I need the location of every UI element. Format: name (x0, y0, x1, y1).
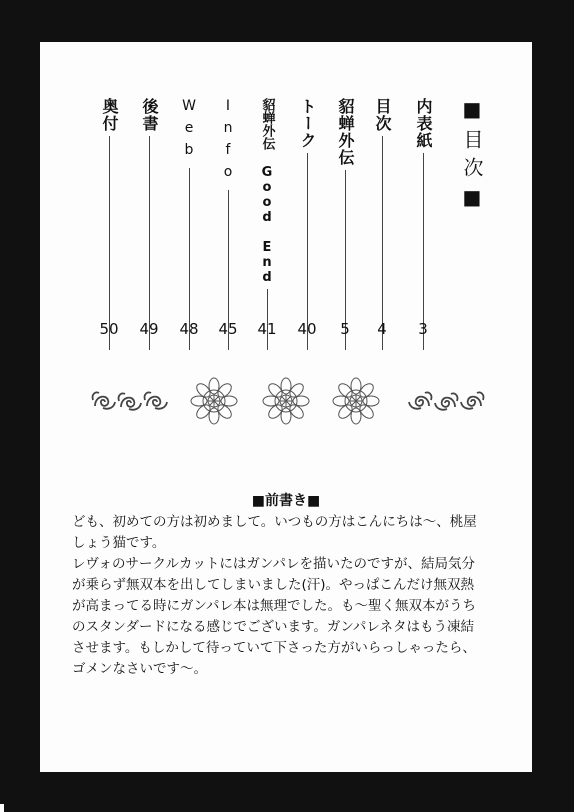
toc-entry-page: 41 (257, 320, 277, 338)
preface-line: しょう猫です。 (72, 535, 166, 551)
preface-line: ども、初めての方は初めまして。いつもの方はこんにちは～、桃屋 (72, 514, 477, 530)
toc-entry (408, 98, 438, 354)
toc-entry-page: 45 (218, 320, 238, 338)
toc-entry (213, 98, 243, 354)
toc-title: ■目次■ (460, 97, 484, 217)
toc-entry (367, 98, 397, 354)
leader-line (149, 136, 150, 350)
ornament-row (88, 372, 488, 432)
toc-entry-label: 目次 (373, 98, 392, 132)
swirl-ornament-right (409, 392, 483, 409)
toc-entry-label: 後書 (140, 98, 159, 132)
toc-entry-page: 4 (377, 320, 387, 338)
flower-ornament (333, 378, 379, 424)
preface-line: が高まってる時にガンパレ本は無理でした。も～聖く無双本がうち (72, 598, 477, 614)
toc-entry (252, 98, 282, 354)
toc-entry (330, 98, 360, 354)
toc-entry-label: 奥付 (100, 98, 119, 132)
toc-entry-page: 49 (139, 320, 159, 338)
preface-line: させます。もしかして待っていて下さった方がいらっしゃったら、 (72, 640, 476, 656)
toc-entry-label: Web (181, 98, 197, 164)
toc-entry (94, 98, 124, 354)
toc-entry-page: 50 (99, 320, 119, 338)
preface-line: ゴメンなさいです～。 (72, 661, 207, 677)
toc-entry-label: 内表紙 (414, 98, 433, 149)
preface-line: のスタンダードになる感じでございます。ガンパレネタはもう凍結 (72, 619, 475, 635)
preface-heading: ■前書き■ (251, 493, 321, 509)
toc-entry-page: 5 (340, 320, 350, 338)
toc-entry-label: 貂蝉外伝 Good End (259, 98, 275, 285)
flower-ornament (263, 378, 309, 424)
toc-entry (134, 98, 164, 354)
toc-entry-page: 48 (179, 320, 199, 338)
leader-line (382, 136, 383, 350)
toc-entry-page: 3 (418, 320, 428, 338)
preface-line: レヴォのサークルカットにはガンパレを描いたのですが、結局気分 (72, 556, 475, 572)
toc-entry (174, 98, 204, 354)
toc-entry-label: 貂蝉外伝 (336, 98, 355, 166)
toc-entry-page: 40 (297, 320, 317, 338)
leader-line (109, 136, 110, 350)
toc-entry-label: Info (220, 98, 236, 186)
preface-body (72, 512, 512, 680)
swirl-ornament-left (93, 392, 167, 409)
document-page (40, 42, 532, 772)
toc-entry-label: トーク (298, 98, 317, 149)
toc-entry (292, 98, 322, 354)
flower-ornament (191, 378, 237, 424)
scan-mark (0, 804, 4, 812)
preface-line: が乗らず無双本を出してしまいました(汗)。やっぱこんだけ無双熱 (72, 577, 475, 593)
